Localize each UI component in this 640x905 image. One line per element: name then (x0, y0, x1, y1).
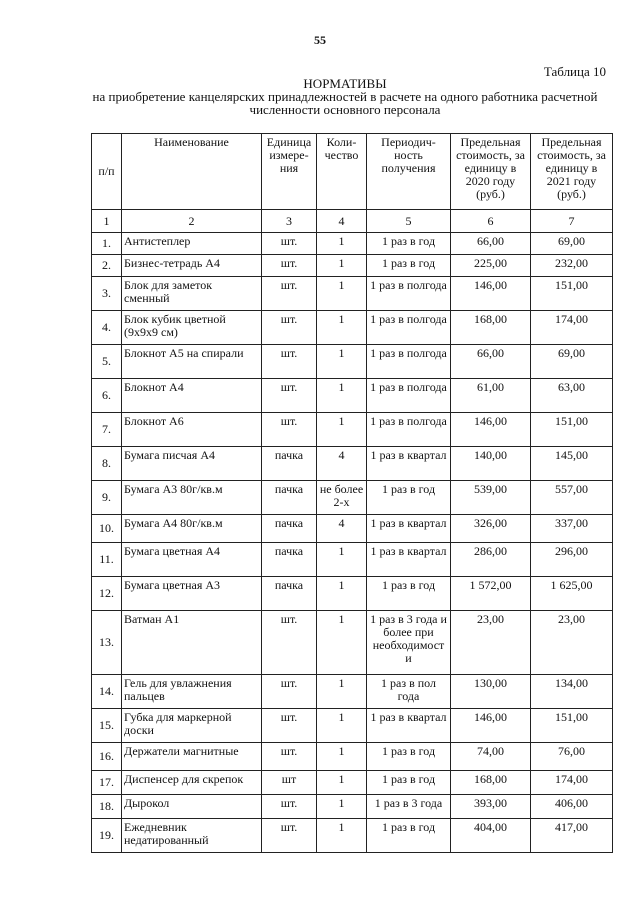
quantity: не более 2-х (317, 481, 367, 515)
periodicity: 1 раз в полгода (367, 311, 451, 345)
quantity: 1 (317, 311, 367, 345)
row-number: 13. (92, 611, 122, 675)
price-2021: 23,00 (531, 611, 613, 675)
price-2021: 134,00 (531, 675, 613, 709)
row-number: 19. (92, 819, 122, 853)
row-number: 5. (92, 345, 122, 379)
quantity: 1 (317, 233, 367, 255)
price-2021: 296,00 (531, 543, 613, 577)
column-number: 5 (367, 210, 451, 233)
unit: шт. (262, 413, 317, 447)
row-number: 9. (92, 481, 122, 515)
quantity: 1 (317, 795, 367, 819)
quantity: 1 (317, 577, 367, 611)
periodicity: 1 раз в полгода (367, 413, 451, 447)
item-name: Бумага цветная А4 (122, 543, 262, 577)
price-2021: 69,00 (531, 345, 613, 379)
table-row (92, 447, 613, 481)
item-name: Диспенсер для скрепок (122, 771, 262, 795)
table-row (92, 379, 613, 413)
price-2020: 393,00 (451, 795, 531, 819)
table-row (92, 795, 613, 819)
title-heading: НОРМАТИВЫ (303, 76, 387, 91)
unit: шт. (262, 345, 317, 379)
quantity: 1 (317, 543, 367, 577)
price-2020: 140,00 (451, 447, 531, 481)
price-2021: 76,00 (531, 743, 613, 771)
periodicity: 1 раз в год (367, 481, 451, 515)
price-2021: 145,00 (531, 447, 613, 481)
quantity: 1 (317, 413, 367, 447)
price-2020: 286,00 (451, 543, 531, 577)
table-row (92, 277, 613, 311)
header-name: Наименование (122, 134, 262, 210)
table-row (92, 675, 613, 709)
item-name: Бумага А4 80г/кв.м (122, 515, 262, 543)
price-2021: 1 625,00 (531, 577, 613, 611)
item-name: Ватман А1 (122, 611, 262, 675)
table-row (92, 819, 613, 853)
document-title (60, 77, 630, 116)
periodicity: 1 раз в год (367, 743, 451, 771)
periodicity: 1 раз в 3 года и более при необходимост и (367, 611, 451, 675)
item-name: Бумага цветная А3 (122, 577, 262, 611)
row-number: 10. (92, 515, 122, 543)
price-2020: 66,00 (451, 345, 531, 379)
row-number: 3. (92, 277, 122, 311)
table-row (92, 413, 613, 447)
periodicity: 1 раз в год (367, 255, 451, 277)
price-2020: 1 572,00 (451, 577, 531, 611)
item-name: Блокнот А5 на спирали (122, 345, 262, 379)
column-number: 6 (451, 210, 531, 233)
price-2020: 404,00 (451, 819, 531, 853)
quantity: 4 (317, 515, 367, 543)
item-name: Бумага А3 80г/кв.м (122, 481, 262, 515)
unit: шт. (262, 233, 317, 255)
unit: шт. (262, 379, 317, 413)
price-2021: 557,00 (531, 481, 613, 515)
row-number: 12. (92, 577, 122, 611)
header-period: Периодич-ность получения (367, 134, 451, 210)
column-number: 2 (122, 210, 262, 233)
price-2021: 174,00 (531, 771, 613, 795)
price-2020: 66,00 (451, 233, 531, 255)
title-subtitle-line-2: численности основного персонала (249, 102, 441, 117)
page-number: 55 (314, 33, 326, 47)
quantity: 1 (317, 277, 367, 311)
quantity: 1 (317, 255, 367, 277)
table-row (92, 515, 613, 543)
item-name: Гель для увлажнения пальцев (122, 675, 262, 709)
price-2021: 151,00 (531, 413, 613, 447)
item-name: Блокнот А6 (122, 413, 262, 447)
unit: шт. (262, 709, 317, 743)
price-2020: 168,00 (451, 771, 531, 795)
unit: шт. (262, 675, 317, 709)
header-price-2020: Предельная стоимость, за единицу в 2020 году (руб.) (451, 134, 531, 210)
unit: шт. (262, 743, 317, 771)
price-2020: 130,00 (451, 675, 531, 709)
price-2020: 168,00 (451, 311, 531, 345)
table-row (92, 709, 613, 743)
unit: шт (262, 771, 317, 795)
header-num: п/п (92, 134, 122, 210)
item-name: Антистеплер (122, 233, 262, 255)
item-name: Блокнот А4 (122, 379, 262, 413)
row-number: 16. (92, 743, 122, 771)
column-number: 7 (531, 210, 613, 233)
price-2021: 174,00 (531, 311, 613, 345)
row-number: 18. (92, 795, 122, 819)
item-name: Губка для маркерной доски (122, 709, 262, 743)
price-2020: 74,00 (451, 743, 531, 771)
table-row (92, 481, 613, 515)
unit: шт. (262, 819, 317, 853)
table-label: Таблица 10 (543, 64, 606, 79)
table-row (92, 543, 613, 577)
price-2021: 151,00 (531, 709, 613, 743)
price-2021: 232,00 (531, 255, 613, 277)
norms-table (91, 133, 613, 853)
unit: пачка (262, 577, 317, 611)
price-2021: 69,00 (531, 233, 613, 255)
item-name: Держатели магнитные (122, 743, 262, 771)
unit: шт. (262, 795, 317, 819)
unit: пачка (262, 481, 317, 515)
row-number: 11. (92, 543, 122, 577)
table-body (92, 233, 613, 853)
periodicity: 1 раз в квартал (367, 709, 451, 743)
row-number: 14. (92, 675, 122, 709)
unit: пачка (262, 447, 317, 481)
price-2021: 337,00 (531, 515, 613, 543)
periodicity: 1 раз в год (367, 577, 451, 611)
item-name: Бизнес-тетрадь А4 (122, 255, 262, 277)
periodicity: 1 раз в полгода (367, 277, 451, 311)
column-number: 1 (92, 210, 122, 233)
row-number: 4. (92, 311, 122, 345)
periodicity: 1 раз в квартал (367, 515, 451, 543)
price-2021: 151,00 (531, 277, 613, 311)
periodicity: 1 раз в год (367, 819, 451, 853)
periodicity: 1 раз в 3 года (367, 795, 451, 819)
table-row (92, 233, 613, 255)
column-number: 4 (317, 210, 367, 233)
table-row (92, 255, 613, 277)
price-2021: 406,00 (531, 795, 613, 819)
row-number: 8. (92, 447, 122, 481)
table-row (92, 771, 613, 795)
row-number: 1. (92, 233, 122, 255)
table-row (92, 577, 613, 611)
price-2020: 146,00 (451, 413, 531, 447)
unit: шт. (262, 311, 317, 345)
quantity: 1 (317, 819, 367, 853)
price-2021: 63,00 (531, 379, 613, 413)
item-name: Блок кубик цветной (9х9х9 см) (122, 311, 262, 345)
row-number: 6. (92, 379, 122, 413)
periodicity: 1 раз в полгода (367, 345, 451, 379)
quantity: 1 (317, 611, 367, 675)
price-2020: 23,00 (451, 611, 531, 675)
unit: пачка (262, 515, 317, 543)
column-number-row (92, 210, 613, 233)
unit: шт. (262, 255, 317, 277)
unit: шт. (262, 611, 317, 675)
header-price-2021: Предельная стоимость, за единицу в 2021 году (руб.) (531, 134, 613, 210)
price-2020: 225,00 (451, 255, 531, 277)
periodicity: 1 раз в год (367, 233, 451, 255)
item-name: Ежедневник недатированный (122, 819, 262, 853)
quantity: 1 (317, 345, 367, 379)
header-unit: Единица измере-ния (262, 134, 317, 210)
quantity: 1 (317, 675, 367, 709)
row-number: 15. (92, 709, 122, 743)
periodicity: 1 раз в квартал (367, 543, 451, 577)
quantity: 4 (317, 447, 367, 481)
item-name: Дырокол (122, 795, 262, 819)
header-qty: Коли-чество (317, 134, 367, 210)
periodicity: 1 раз в квартал (367, 447, 451, 481)
row-number: 17. (92, 771, 122, 795)
periodicity: 1 раз в год (367, 771, 451, 795)
row-number: 2. (92, 255, 122, 277)
periodicity: 1 раз в пол года (367, 675, 451, 709)
quantity: 1 (317, 709, 367, 743)
item-name: Бумага писчая А4 (122, 447, 262, 481)
quantity: 1 (317, 771, 367, 795)
price-2020: 539,00 (451, 481, 531, 515)
price-2020: 146,00 (451, 709, 531, 743)
price-2020: 61,00 (451, 379, 531, 413)
quantity: 1 (317, 379, 367, 413)
price-2020: 146,00 (451, 277, 531, 311)
header-row (92, 134, 613, 210)
item-name: Блок для заметок сменный (122, 277, 262, 311)
price-2021: 417,00 (531, 819, 613, 853)
row-number: 7. (92, 413, 122, 447)
price-2020: 326,00 (451, 515, 531, 543)
unit: шт. (262, 277, 317, 311)
table-row (92, 311, 613, 345)
title-subtitle-line-1: на приобретение канцелярских принадлежностей в расчете на одного работника расчетной (92, 89, 598, 104)
table-row (92, 611, 613, 675)
quantity: 1 (317, 743, 367, 771)
periodicity: 1 раз в полгода (367, 379, 451, 413)
table-row (92, 345, 613, 379)
table-row (92, 743, 613, 771)
column-number: 3 (262, 210, 317, 233)
unit: пачка (262, 543, 317, 577)
